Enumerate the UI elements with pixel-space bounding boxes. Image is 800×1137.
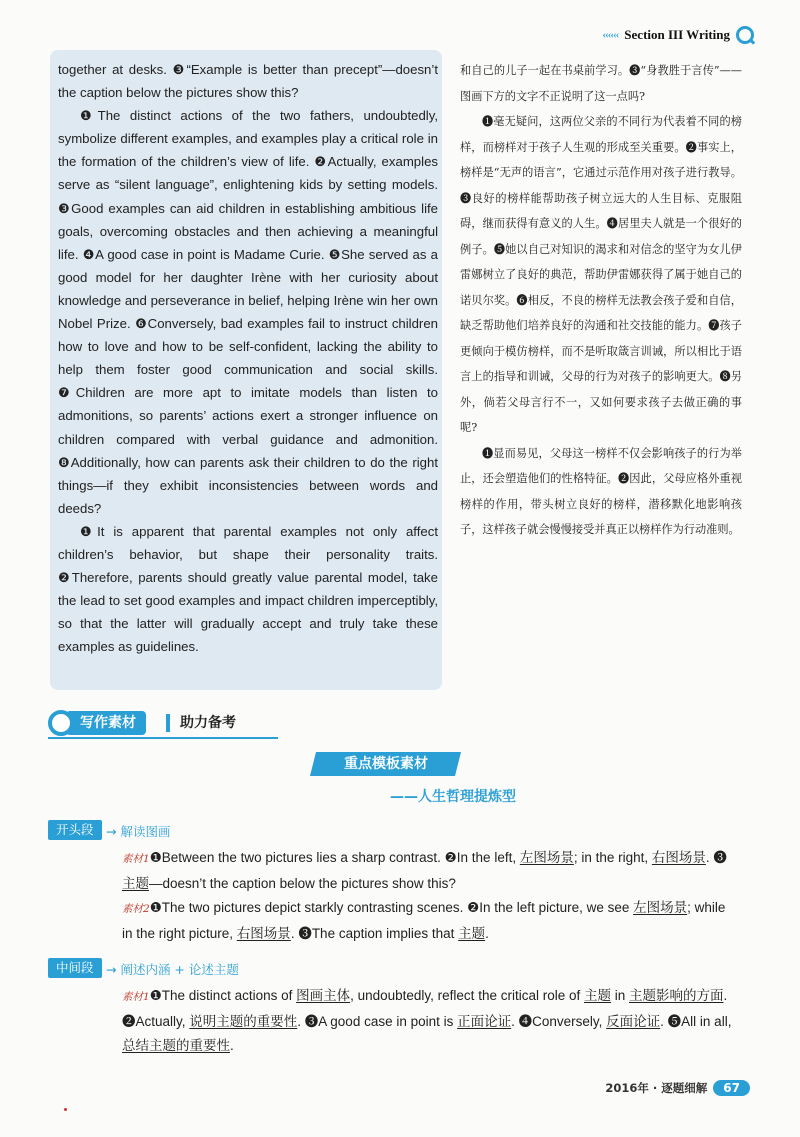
placeholder-blank: 主题	[583, 988, 611, 1003]
english-paragraph: ❶It is apparent that parental examples not only affect children’s behavior, but shape their personality traits. ❷Therefore, parents should greatly value parental model, take the lead to set good examples and impact children imperceptibly, so that the latter will gradually accept and truly take these examples as guidelines.	[58, 523, 438, 655]
material-item: 素材1❶The distinct actions of 图画主体, undoubtedly, reflect the critical role of 主题 in 主题影响的方面. ❷Actually, 说明主题的重要性. ❸A good case in point is 正面论证. ❹Conversely, 反面论证. ❺All in all, 总结主题的重要性.	[122, 988, 732, 1053]
placeholder-blank: 主题	[122, 875, 149, 891]
chinese-paragraph: ❶显而易见，父母这一榜样不仅会影响孩子的行为举止，还会塑造他们的性格特征。❷因此，父母应格外重视榜样的作用，带头树立良好的榜样，潜移默化地影响孩子，这样孩子就会慢慢接受并真正以榜样作为行动准则。	[460, 446, 742, 536]
arrow-decoration: ‹‹‹‹‹‹	[602, 29, 619, 41]
section-subheading: 助力备考	[180, 715, 236, 731]
material-label: 素材1	[122, 853, 150, 865]
english-paragraph: together at desks. ❸“Example is better than precept”—doesn’t the caption below the pictures show this?	[58, 62, 438, 101]
opening-materials	[122, 846, 732, 946]
material-item: 素材2❶The two pictures depict starkly contrasting scenes. ❷In the left picture, we see 左图场景; while in the right picture, 右图场景. ❸The caption implies that 主题.	[122, 900, 726, 941]
middle-materials	[122, 984, 732, 1059]
placeholder-blank: 左图场景	[633, 900, 688, 915]
chinese-translation	[460, 58, 742, 543]
book-title: 2016年 · 逐题细解	[605, 1081, 708, 1095]
section-heading: 写作素材	[66, 711, 146, 735]
middle-paragraph-desc: → 阐述内涵 + 论述主题	[106, 962, 239, 977]
placeholder-blank: 说明主题的重要性	[189, 1013, 298, 1029]
search-logo-icon	[736, 26, 754, 44]
underline-rule	[48, 737, 278, 739]
placeholder-blank: 右图场景	[236, 925, 291, 941]
placeholder-blank: 反面论证	[606, 1013, 661, 1029]
running-header	[602, 26, 754, 44]
material-label: 素材2	[122, 903, 150, 915]
writing-material-section-header	[48, 708, 278, 738]
chinese-paragraph: ❶毫无疑问，这两位父亲的不同行为代表着不同的榜样，而榜样对于孩子人生观的形成至关重要。❷事实上，榜样是“无声的语言”，它通过示范作用对孩子进行教导。❸良好的榜样能帮助孩子树立远大的人生目标、克服阻碍，继而获得有意义的人生。❹居里夫人就是一个很好的例子。❺她以自己对知识的渴求和对信念的坚守为女儿伊雷娜树立了良好的典范，帮助伊雷娜获得了属于她自己的诺贝尔奖。❻相反，不良的榜样无法教会孩子爱和自信，缺乏帮助他们培养良好的沟通和社交技能的能力。❼孩子更倾向于模仿榜样，而不是听取箴言训诫，所以相比于语言上的指导和训诫，父母的行为对孩子的影响更大。❽另外，倘若父母言行不一，又如何要求孩子去做正确的事呢?	[460, 115, 742, 434]
section-title: Section III Writing	[624, 27, 730, 42]
placeholder-blank: 总结主题的重要性	[122, 1038, 230, 1053]
template-banner: 重点模板素材	[310, 752, 461, 776]
opening-paragraph-tag: 开头段	[48, 820, 102, 840]
margin-mark	[64, 1108, 67, 1111]
divider	[166, 714, 170, 732]
page-number: 67	[713, 1080, 750, 1096]
middle-paragraph-tag: 中间段	[48, 958, 102, 978]
english-paragraph: ❶The distinct actions of the two fathers, undoubtedly, symbolize different examples, and examples play a critical role in the formation of the children’s view of life. ❷Actually, examples serve as “silent language”, enlightening kids by setting models. ❸Good examples can aid children in establishing ambitious life goals, overcoming obstacles and then achieving a meaningful life. ❹A good case in point is Madame Curie. ❺She served as a good model for her daughter Irène with her curiosity about knowledge and perseverance in belief, helping Irène win her own Nobel Prize. ❻Conversely, bad examples fail to instruct children how to love and how to be self-confident, lacking the ability to help them foster good communication and social skills. ❼Children are more apt to imitate models than listen to admonitions, so parents’ actions exert a stronger influence on children compared with verbal guidance and admonition. ❽Additionally, how can parents ask their children to do the right things—if they exhibit inconsistencies between words and deeds?	[58, 108, 438, 516]
material-label: 素材1	[122, 991, 150, 1003]
opening-paragraph-desc: → 解读图画	[106, 824, 171, 839]
material-item: 素材1❶Between the two pictures lies a sharp contrast. ❷In the left, 左图场景; in the right, 右图场景. ❸主题—doesn’t the caption below the pictures show this?	[122, 850, 727, 891]
placeholder-blank: 左图场景	[519, 850, 574, 865]
placeholder-blank: 图画主体	[296, 988, 351, 1003]
chinese-paragraph: 和自己的儿子一起在书桌前学习。❸“身教胜于言传”——图画下方的文字不正说明了这一点吗?	[460, 64, 742, 103]
search-logo-icon	[48, 710, 74, 736]
page-footer	[605, 1080, 750, 1096]
placeholder-blank: 右图场景	[651, 850, 706, 865]
placeholder-blank: 正面论证	[457, 1013, 512, 1029]
placeholder-blank: 主题	[458, 925, 486, 941]
english-essay	[58, 58, 438, 658]
placeholder-blank: 主题影响的方面	[629, 988, 724, 1003]
template-subtitle: ——人生哲理提炼型	[390, 789, 516, 805]
